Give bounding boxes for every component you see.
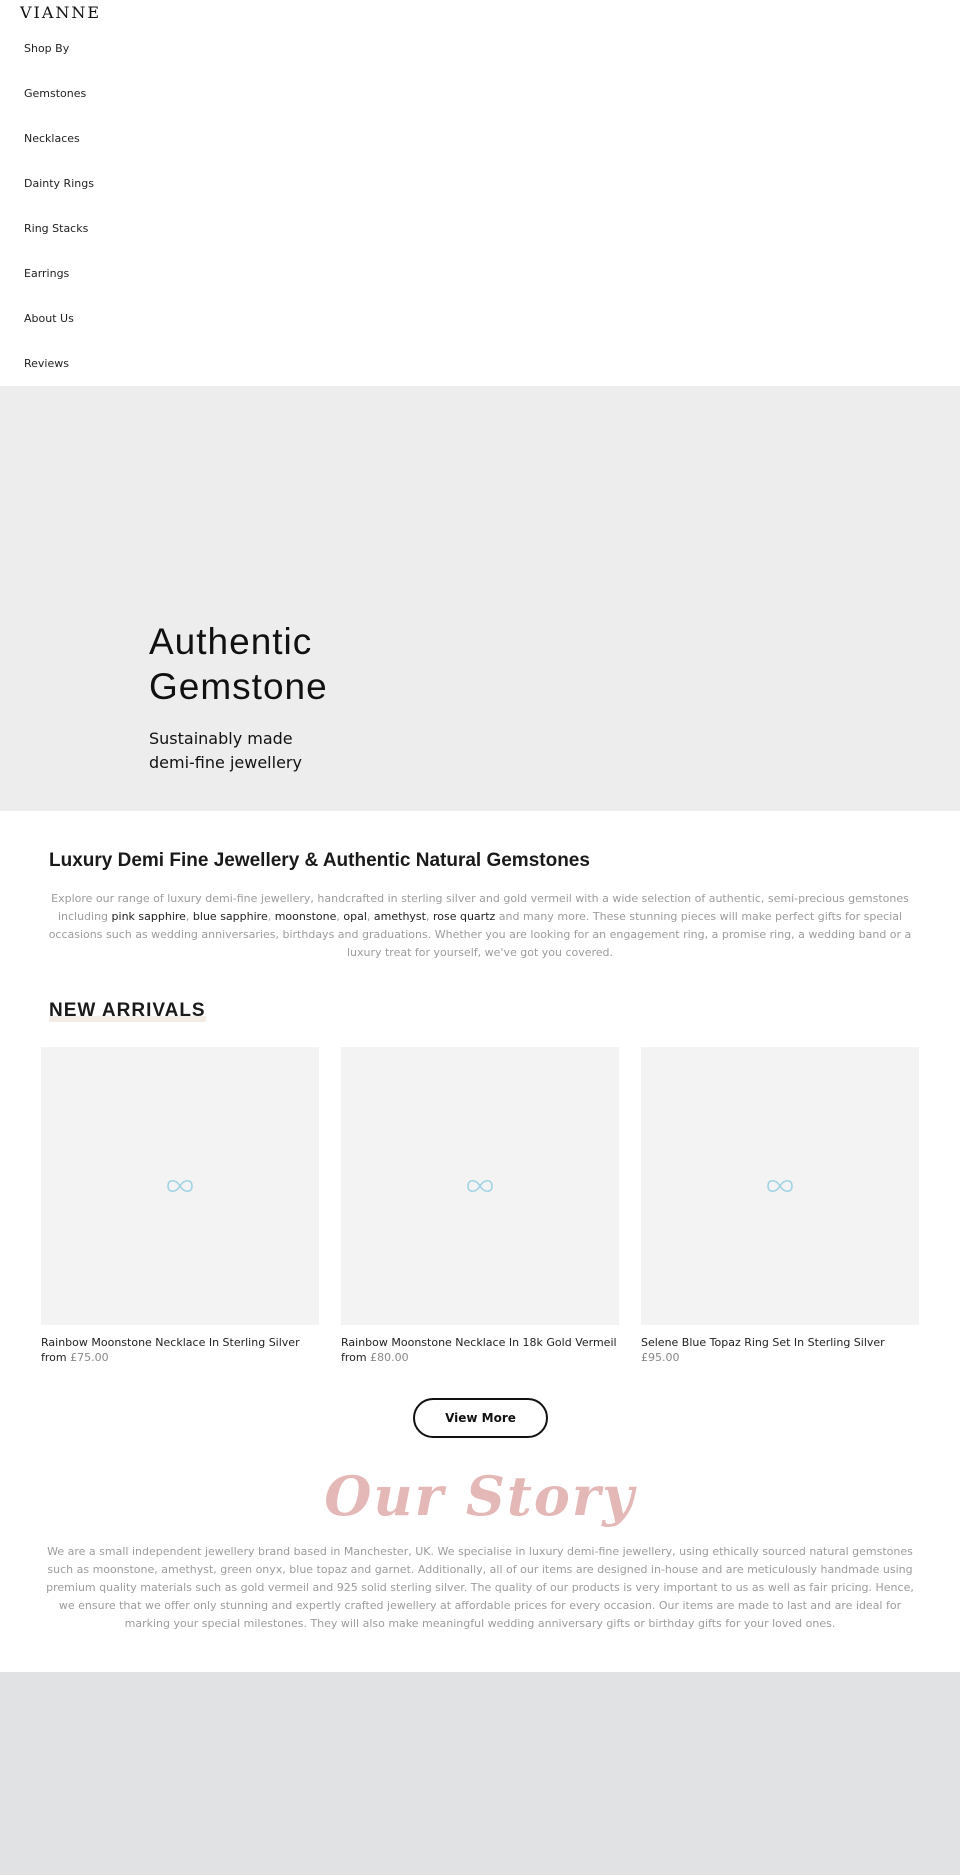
price-value: £75.00 [70, 1351, 109, 1364]
brand-logo[interactable]: VIANNE [20, 3, 102, 22]
gem-link-moonstone[interactable]: moonstone [274, 910, 337, 923]
product-image[interactable] [641, 1047, 919, 1325]
loading-infinity-icon [762, 1177, 798, 1195]
product-card[interactable] [41, 1047, 319, 1364]
nav-item-shop-by[interactable]: Shop By [24, 42, 70, 55]
nav-item-ring-stacks[interactable]: Ring Stacks [24, 222, 89, 235]
product-price [641, 1351, 919, 1364]
intro-title: Luxury Demi Fine Jewellery & Authentic Natural Gemstones [49, 850, 590, 871]
price-value: £95.00 [641, 1351, 680, 1364]
gem-link-amethyst[interactable]: amethyst [373, 910, 426, 923]
footer-band [0, 1672, 960, 1875]
hero-subtitle [149, 727, 399, 775]
product-image[interactable] [341, 1047, 619, 1325]
nav-item-about-us[interactable]: About Us [24, 312, 74, 325]
intro-text-before: Explore our range of luxury demi-fine jewellery, handcrafted in sterling silver and gold vermeil with a wide selection of authentic, semi-precious gemstones including [51, 892, 909, 923]
loading-infinity-icon [462, 1177, 498, 1195]
gem-link-blue-sapphire[interactable]: blue sapphire [192, 910, 268, 923]
product-card[interactable] [341, 1047, 619, 1364]
gem-link-opal[interactable]: opal [343, 910, 367, 923]
product-name[interactable]: Rainbow Moonstone Necklace In 18k Gold Vermeil [341, 1336, 617, 1349]
new-arrivals-title: NEW ARRIVALS [49, 1000, 206, 1021]
product-price [41, 1351, 319, 1364]
product-name[interactable]: Selene Blue Topaz Ring Set In Sterling Silver [641, 1336, 885, 1349]
hero-subtitle-line2: demi-fine jewellery [149, 753, 302, 772]
nav-item-gemstones[interactable]: Gemstones [24, 87, 87, 100]
gem-link-rose-quartz[interactable]: rose quartz [432, 910, 496, 923]
price-value: £80.00 [370, 1351, 409, 1364]
our-story-text: We are a small independent jewellery brand based in Manchester, UK. We specialise in luxury demi-fine jewellery, using ethically sourced natural gemstones such as moonstone, amethyst, green onyx, blue topaz and garnet. Additionally, all of our items are designed in-house and are meticulously handmade using premium quality materials such as gold vermeil and 925 solid sterling silver. The quality of our products is very important to us as well as fair pricing. Hence, we ensure that we offer only stunning and expertly crafted jewellery at affordable prices for every occasion. Our items are made to last and are ideal for marking your special milestones. They will also make meaningful wedding anniversary gifts or birthday gifts for your loved ones. [46, 1545, 914, 1630]
hero-title: Authentic Gemstone [149, 621, 328, 707]
our-story-title: Our Story [324, 1464, 636, 1528]
price-from-label: from [341, 1351, 367, 1364]
nav-item-dainty-rings[interactable]: Dainty Rings [24, 177, 94, 190]
product-name[interactable]: Rainbow Moonstone Necklace In Sterling Silver [41, 1336, 300, 1349]
nav-item-reviews[interactable]: Reviews [24, 357, 69, 370]
nav-item-necklaces[interactable]: Necklaces [24, 132, 80, 145]
loading-infinity-icon [162, 1177, 198, 1195]
product-price [341, 1351, 619, 1364]
gem-link-pink-sapphire[interactable]: pink sapphire [111, 910, 186, 923]
view-more-button[interactable]: View More [413, 1398, 548, 1438]
intro-text-after: and many more. These stunning pieces will make perfect gifts for special occasions such as wedding anniversaries, birthdays and graduations. Whether you are looking for an engagement ring, a promise ring, a wedding band or a luxury treat for yourself, we've got you covered. [48, 910, 912, 959]
price-from-label: from [41, 1351, 67, 1364]
product-image[interactable] [41, 1047, 319, 1325]
hero-banner [0, 386, 960, 811]
intro-text: Explore our range of luxury demi-fine jewellery, handcrafted in sterling silver and gold vermeil with a wide selection of authentic, semi-precious gemstones including pink sapphire, blue sapphire, moonstone, opal, amethyst, rose quartz and many more. These stunning pieces will make perfect gifts for special occasions such as wedding anniversaries, birthdays and graduations. Whether you are looking for an engagement ring, a promise ring, a wedding band or a luxury treat for yourself, we've got you covered. [48, 892, 912, 959]
nav-item-earrings[interactable]: Earrings [24, 267, 70, 280]
hero-subtitle-line1: Sustainably made [149, 729, 293, 748]
product-card[interactable] [641, 1047, 919, 1364]
